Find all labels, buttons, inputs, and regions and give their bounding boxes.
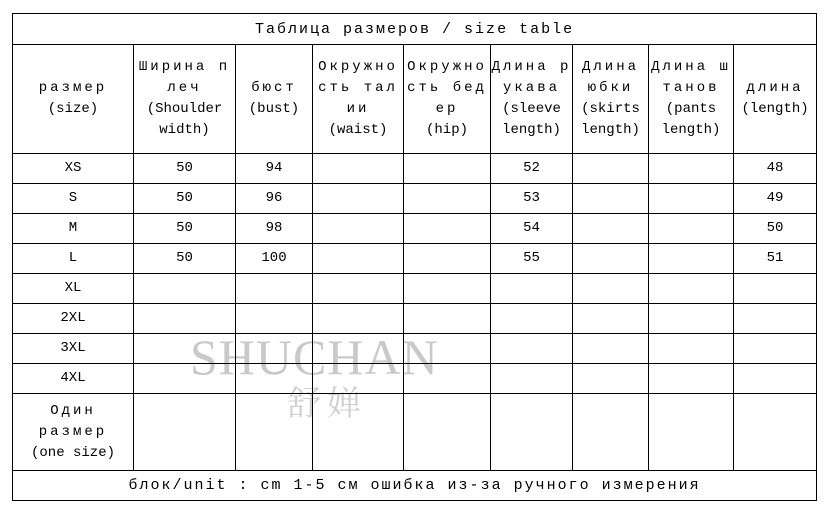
table-cell: 50 bbox=[734, 214, 817, 244]
table-cell bbox=[491, 364, 573, 394]
table-cell bbox=[313, 334, 404, 364]
table-cell bbox=[734, 274, 817, 304]
table-cell bbox=[734, 304, 817, 334]
size-label-cell: S bbox=[13, 184, 134, 214]
table-footer: блок/unit : cm 1-5 см ошибка из-за ручного измерения bbox=[13, 471, 817, 501]
header-label-en: (sleeve length) bbox=[502, 101, 561, 138]
header-cell bbox=[313, 45, 404, 154]
table-cell bbox=[313, 394, 404, 471]
table-cell bbox=[491, 304, 573, 334]
table-cell: 50 bbox=[134, 184, 236, 214]
table-cell bbox=[649, 274, 734, 304]
table-cell bbox=[649, 214, 734, 244]
table-cell: 50 bbox=[134, 154, 236, 184]
table-cell bbox=[573, 154, 649, 184]
header-cell bbox=[573, 45, 649, 154]
table-cell bbox=[573, 274, 649, 304]
table-cell: 98 bbox=[236, 214, 313, 244]
table-cell bbox=[491, 274, 573, 304]
header-cell bbox=[649, 45, 734, 154]
header-cell bbox=[404, 45, 491, 154]
table-cell bbox=[573, 244, 649, 274]
size-label-cell: M bbox=[13, 214, 134, 244]
table-cell: 96 bbox=[236, 184, 313, 214]
table-cell bbox=[134, 394, 236, 471]
table-cell bbox=[236, 394, 313, 471]
header-label-ru: Ширина плеч bbox=[138, 59, 231, 96]
table-cell bbox=[573, 214, 649, 244]
header-label-ru: Длина штанов bbox=[651, 59, 731, 96]
table-cell bbox=[649, 304, 734, 334]
table-cell bbox=[404, 274, 491, 304]
table-cell bbox=[649, 154, 734, 184]
header-label-ru: Окружность талии bbox=[318, 59, 398, 117]
size-label-cell: 3XL bbox=[13, 334, 134, 364]
table-cell bbox=[734, 394, 817, 471]
table-cell bbox=[649, 184, 734, 214]
table-cell: 48 bbox=[734, 154, 817, 184]
size-label-cell: XL bbox=[13, 274, 134, 304]
table-cell: 94 bbox=[236, 154, 313, 184]
table-row bbox=[13, 244, 817, 274]
header-cell bbox=[236, 45, 313, 154]
table-cell bbox=[649, 364, 734, 394]
table-cell bbox=[236, 274, 313, 304]
header-label-ru: размер bbox=[38, 80, 108, 96]
header-label-ru: Длина юбки bbox=[581, 59, 639, 96]
table-cell bbox=[404, 394, 491, 471]
header-row bbox=[13, 45, 817, 154]
table-cell: 54 bbox=[491, 214, 573, 244]
table-cell bbox=[491, 394, 573, 471]
table-cell bbox=[649, 244, 734, 274]
size-label-cell: XS bbox=[13, 154, 134, 184]
table-cell bbox=[734, 334, 817, 364]
header-cell bbox=[734, 45, 817, 154]
table-cell bbox=[734, 364, 817, 394]
watermark-text: SHUCHAN bbox=[190, 329, 439, 385]
table-cell: 100 bbox=[236, 244, 313, 274]
table-cell: 51 bbox=[734, 244, 817, 274]
header-cell bbox=[13, 45, 134, 154]
table-cell bbox=[404, 214, 491, 244]
table-cell: 50 bbox=[134, 214, 236, 244]
header-label-en: (pants length) bbox=[661, 101, 721, 138]
table-cell bbox=[404, 154, 491, 184]
size-label-cell: L bbox=[13, 244, 134, 274]
table-cell bbox=[649, 334, 734, 364]
size-table bbox=[12, 13, 817, 501]
table-row bbox=[13, 304, 817, 334]
table-cell bbox=[573, 184, 649, 214]
table-cell bbox=[491, 334, 573, 364]
header-label-en: (hip) bbox=[425, 122, 468, 138]
table-row bbox=[13, 334, 817, 364]
header-cell bbox=[491, 45, 573, 154]
header-label-ru: длина bbox=[746, 80, 804, 96]
size-label-cell: 4XL bbox=[13, 364, 134, 394]
table-cell bbox=[573, 334, 649, 364]
table-row bbox=[13, 274, 817, 304]
header-cell bbox=[134, 45, 236, 154]
table-cell bbox=[313, 154, 404, 184]
header-label-en: (skirts length) bbox=[581, 101, 640, 138]
table-cell: 50 bbox=[134, 244, 236, 274]
table-cell bbox=[313, 364, 404, 394]
header-label-ru: Длина рукава bbox=[491, 59, 572, 96]
table-cell bbox=[313, 244, 404, 274]
header-label-en: (Shoulder width) bbox=[146, 101, 223, 138]
header-label-en: (bust) bbox=[248, 101, 300, 117]
table-cell bbox=[134, 274, 236, 304]
table-row bbox=[13, 214, 817, 244]
table-cell bbox=[313, 184, 404, 214]
table-cell: 49 bbox=[734, 184, 817, 214]
size-label-cell: 2XL bbox=[13, 304, 134, 334]
table-cell: 52 bbox=[491, 154, 573, 184]
table-row bbox=[13, 364, 817, 394]
table-cell bbox=[573, 394, 649, 471]
table-cell bbox=[236, 364, 313, 394]
table-cell bbox=[313, 274, 404, 304]
watermark-chinese: 舒婵 bbox=[287, 384, 367, 424]
table-cell bbox=[313, 214, 404, 244]
table-cell bbox=[404, 364, 491, 394]
table-cell bbox=[236, 304, 313, 334]
one-size-ru: Один размер bbox=[38, 402, 108, 440]
header-label-ru: бюст bbox=[251, 80, 297, 96]
table-cell bbox=[573, 364, 649, 394]
table-row bbox=[13, 184, 817, 214]
table-cell bbox=[313, 304, 404, 334]
header-label-ru: Окружность бедер bbox=[407, 59, 487, 117]
table-cell bbox=[134, 334, 236, 364]
header-label-en: (size) bbox=[47, 101, 99, 117]
table-cell bbox=[404, 184, 491, 214]
one-size-en: (one size) bbox=[30, 444, 115, 461]
header-label-en: (length) bbox=[741, 101, 809, 117]
table-cell: 55 bbox=[491, 244, 573, 274]
table-cell: 53 bbox=[491, 184, 573, 214]
table-row bbox=[13, 154, 817, 184]
table-cell bbox=[404, 334, 491, 364]
table-cell bbox=[404, 304, 491, 334]
header-label-en: (waist) bbox=[328, 122, 388, 138]
table-cell bbox=[134, 304, 236, 334]
table-cell bbox=[404, 244, 491, 274]
table-cell bbox=[573, 304, 649, 334]
table-cell bbox=[134, 364, 236, 394]
one-size-cell bbox=[13, 394, 134, 471]
table-cell bbox=[236, 334, 313, 364]
table-cell bbox=[649, 394, 734, 471]
table-title: Таблица размеров / size table bbox=[13, 14, 817, 45]
